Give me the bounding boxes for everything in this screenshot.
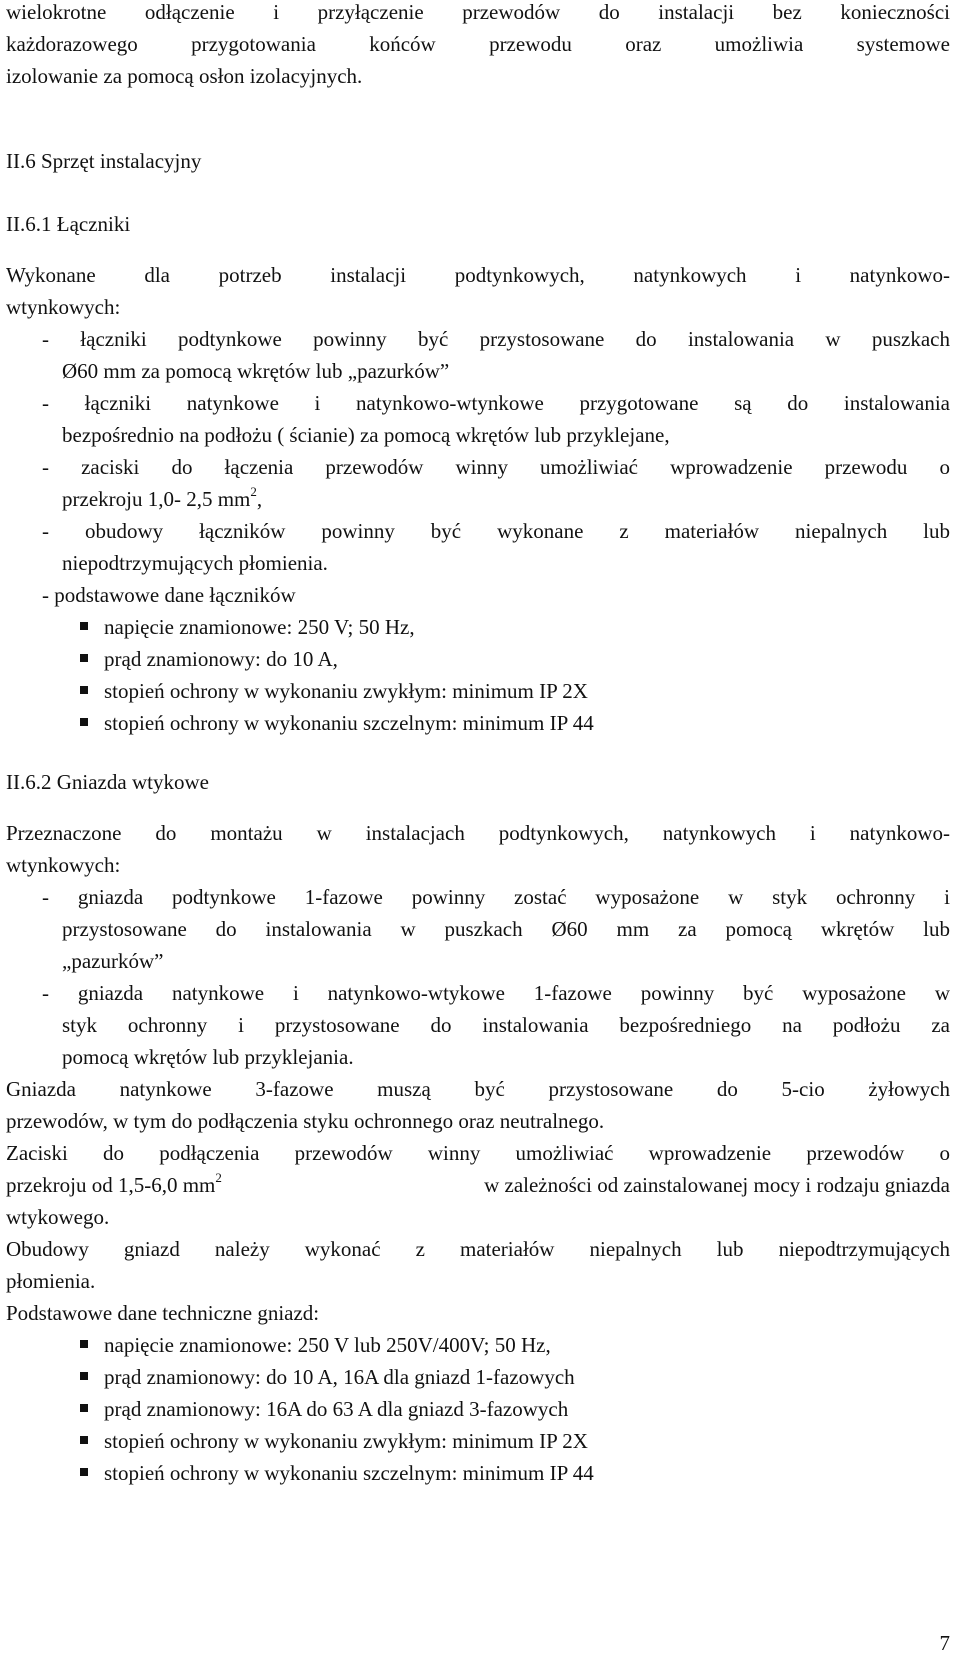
superscript: 2 — [215, 1170, 222, 1185]
bullet-item: stopień ochrony w wykonaniu zwykłym: minimum IP 2X — [104, 679, 588, 703]
list-item: - gniazda natynkowe i natynkowo-wtykowe 1-fazowe powinny być wyposażone w — [42, 981, 950, 1005]
bullet-icon — [80, 1436, 88, 1444]
bullet-item: napięcie znamionowe: 250 V; 50 Hz, — [104, 615, 415, 639]
para-line: wtynkowych: — [6, 853, 121, 877]
list-item: - podstawowe dane łączników — [42, 583, 296, 607]
section-heading: II.6 Sprzęt instalacyjny — [6, 149, 202, 173]
list-item-cont: pomocą wkrętów lub przyklejania. — [62, 1045, 354, 1069]
bullet-item: prąd znamionowy: 16A do 63 A dla gniazd 3-fazowych — [104, 1397, 569, 1421]
list-item: - łączniki natynkowe i natynkowo-wtynkowe przygotowane są do instalowania — [42, 391, 950, 415]
para-line: Gniazda natynkowe 3-fazowe muszą być przystosowane do 5-cio żyłowych — [6, 1077, 950, 1101]
para-line: płomienia. — [6, 1269, 96, 1293]
list-item-cont: „pazurków” — [62, 949, 164, 973]
bullet-item: stopień ochrony w wykonaniu szczelnym: minimum IP 44 — [104, 1461, 594, 1485]
text-run: przekroju 1,0- 2,5 mm — [62, 487, 251, 511]
bullet-icon — [80, 1468, 88, 1476]
list-item: - łączniki podtynkowe powinny być przystosowane do instalowania w puszkach — [42, 327, 950, 351]
para-line: przewodów, w tym do podłączenia styku ochronnego oraz neutralnego. — [6, 1109, 605, 1133]
list-item-cont: Ø60 mm za pomocą wkrętów lub „pazurków” — [62, 359, 450, 383]
para-line: Podstawowe dane techniczne gniazd: — [6, 1301, 320, 1325]
bullet-icon — [80, 1340, 88, 1348]
bullet-item: napięcie znamionowe: 250 V lub 250V/400V; 50 Hz, — [104, 1333, 551, 1357]
bullet-item: prąd znamionowy: do 10 A, 16A dla gniazd 1-fazowych — [104, 1365, 575, 1389]
text-run: w zależności od zainstalowanej mocy i rodzaju gniazda — [484, 1173, 950, 1197]
bullet-icon — [80, 654, 88, 662]
para-line: wtynkowych: — [6, 295, 121, 319]
bullet-item: prąd znamionowy: do 10 A, — [104, 647, 338, 671]
bullet-icon — [80, 686, 88, 694]
list-item: - zaciski do łączenia przewodów winny umożliwiać wprowadzenie przewodu o — [42, 455, 950, 479]
subsection-heading: II.6.2 Gniazda wtykowe — [6, 770, 209, 794]
bullet-icon — [80, 1372, 88, 1380]
para-line: każdorazowego przygotowania końców przewodu oraz umożliwia systemowe — [6, 32, 950, 56]
list-item-cont — [62, 484, 263, 511]
text-run: przekroju od 1,5-6,0 mm — [6, 1173, 216, 1197]
list-item-cont: przystosowane do instalowania w puszkach Ø60 mm za pomocą wkrętów lub — [62, 917, 950, 941]
para-line: Zaciski do podłączenia przewodów winny umożliwiać wprowadzenie przewodów o — [6, 1141, 950, 1165]
para-line: Obudowy gniazd należy wykonać z materiałów niepalnych lub niepodtrzymujących — [6, 1237, 950, 1261]
para-line: Przeznaczone do montażu w instalacjach podtynkowych, natynkowych i natynkowo- — [6, 821, 950, 845]
bullet-item: stopień ochrony w wykonaniu szczelnym: minimum IP 44 — [104, 711, 594, 735]
superscript: 2 — [250, 484, 257, 499]
list-item-cont: styk ochronny i przystosowane do instalowania bezpośredniego na podłożu za — [62, 1013, 950, 1037]
para-line: izolowanie za pomocą osłon izolacyjnych. — [6, 64, 363, 88]
list-item-cont: bezpośrednio na podłożu ( ścianie) za pomocą wkrętów lub przyklejane, — [62, 423, 670, 447]
bullet-item: stopień ochrony w wykonaniu zwykłym: minimum IP 2X — [104, 1429, 588, 1453]
list-item: - gniazda podtynkowe 1-fazowe powinny zostać wyposażone w styk ochronny i — [42, 885, 950, 909]
bullet-icon — [80, 1404, 88, 1412]
bullet-icon — [80, 718, 88, 726]
page-number: 7 — [939, 1631, 950, 1655]
list-item: - obudowy łączników powinny być wykonane z materiałów niepalnych lub — [42, 519, 950, 543]
text-run — [6, 1170, 222, 1197]
para-line: wtykowego. — [6, 1205, 110, 1229]
subsection-heading: II.6.1 Łączniki — [6, 212, 131, 236]
text-run: , — [256, 487, 263, 511]
para-line — [6, 1170, 950, 1197]
bullet-icon — [80, 622, 88, 630]
list-item-cont: niepodtrzymujących płomienia. — [62, 551, 328, 575]
para-line: Wykonane dla potrzeb instalacji podtynkowych, natynkowych i natynkowo- — [6, 263, 950, 287]
para-line: wielokrotne odłączenie i przyłączenie przewodów do instalacji bez konieczności — [6, 0, 950, 24]
